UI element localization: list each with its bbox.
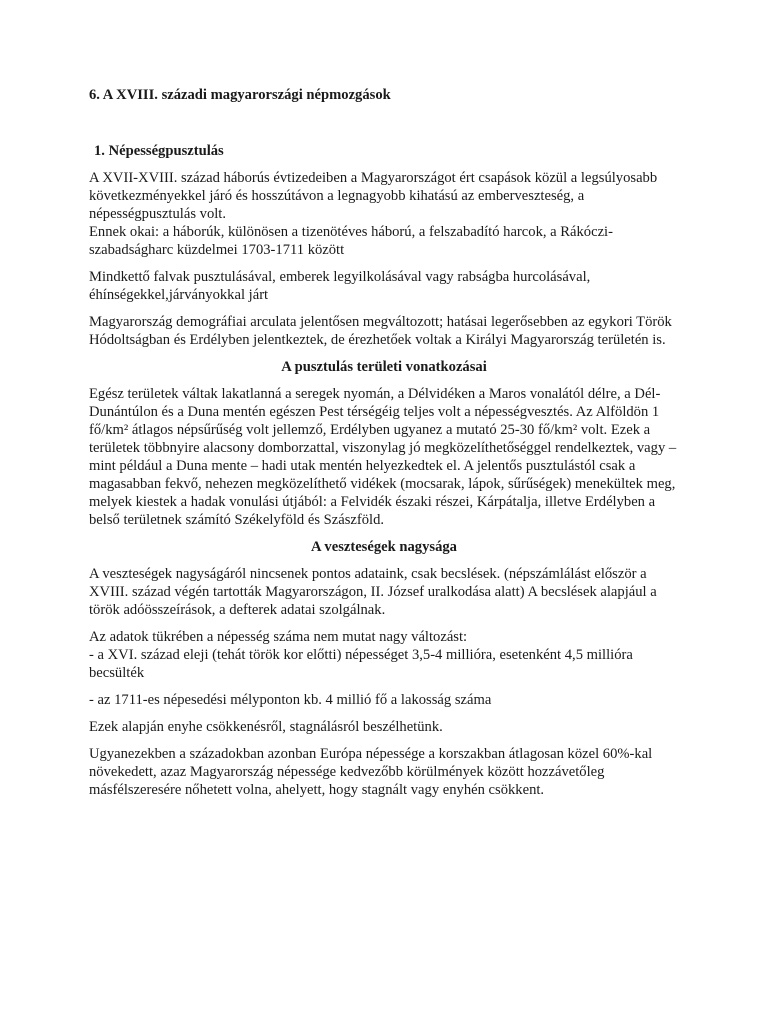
paragraph-data-line: Az adatok tükrében a népesség száma nem mutat nagy változást: — [89, 629, 468, 645]
document-page — [89, 86, 679, 808]
document-title: 6. A XVIII. századi magyarországi népmozgások — [89, 87, 391, 103]
subheading-losses: A veszteségek nagysága — [311, 539, 457, 555]
paragraph-europe-comparison: Ugyanezekben a századokban azonban Európa népessége a korszakban átlagosan közel 60%-kal növekedett, azaz Magyarország népessége kedvezőbb körülmények között hozzávetőleg másfélszeresére nőhetett volna, ahelyett, hogy stagnált vagy enyhén csökkent. — [89, 746, 653, 798]
paragraph-demography: Magyarország demográfiai arculata jelentősen megváltozott; hatásai legerősebben az egykori Török Hódoltságban és Erdélyben jelentkeztek, de érezhetőek voltak a Királyi Magyarország területén is. — [89, 314, 672, 348]
paragraph-lowpoint: - az 1711-es népesedési mélyponton kb. 4 millió fő a lakosság száma — [89, 692, 492, 708]
paragraph-conclusion: Ezek alapján enyhe csökkenésről, stagnálásról beszélhetünk. — [89, 719, 443, 735]
paragraph-intro — [89, 169, 679, 259]
section-heading: 1. Népességpusztulás — [94, 143, 224, 159]
paragraph-territorial: Egész területek váltak lakatlanná a seregek nyomán, a Délvidéken a Maros vonalától délre, a Dél-Dunántúlon és a Duna mentén egészen Pest térségéig teljes volt a népességvesztés. Az Alföldön 1 fő/km² átlagos népsűrűség volt jellemző, Erdélyben ugyanez a mutató 25-30 fő/km² volt. Ezek a területek többnyire alacsony domborzattal, viszonylag jó megközelíthetőséggel rendelkeztek, vagy – mint például a Duna mente – hadi utak mentén helyezkedtek el. A jelentős pusztulástól csak a magasabban fekvő, nehezen megközelíthető vidékek (mocsarak, lápok, sűrűségek) menekültek meg, melyek kiestek a hadak vonulási útjából: a Felvidék északi részei, Kárpátalja, illetve Erdélyben a belső területnek számító Székelyföld és Szászföld. — [89, 386, 677, 528]
paragraph-estimates: A veszteségek nagyságáról nincsenek pontos adataink, csak becslések. (népszámlálást először a XVIII. század végén tartották Magyarországon, II. József uralkodása alatt) A becslések alapjául a török adóösszeírások, a defterek adatai szolgálnak. — [89, 566, 657, 618]
subheading-territorial: A pusztulás területi vonatkozásai — [281, 359, 487, 375]
paragraph-intro-line: A XVII-XVIII. század háborús évtizedeiben a Magyarországot ért csapások közül a legsúlyosabb következményekkel járó és hosszútávon a legnagyobb kihatású az emberveszteség, a népességpusztulás volt. — [89, 170, 658, 222]
paragraph-data-line: - a XVI. század eleji (tehát török kor előtti) népességet 3,5-4 millióra, esetenként 4,5 millióra becsülték — [89, 647, 633, 681]
paragraph-consequences: Mindkettő falvak pusztulásával, emberek legyilkolásával vagy rabságba hurcolásával, éhínségekkel,járványokkal járt — [89, 269, 591, 303]
paragraph-causes-line: Ennek okai: a háborúk, különösen a tizenötéves háború, a felszabadító harcok, a Rákóczi-szabadságharc küzdelmei 1703-1711 között — [89, 224, 613, 258]
paragraph-data — [89, 628, 679, 682]
